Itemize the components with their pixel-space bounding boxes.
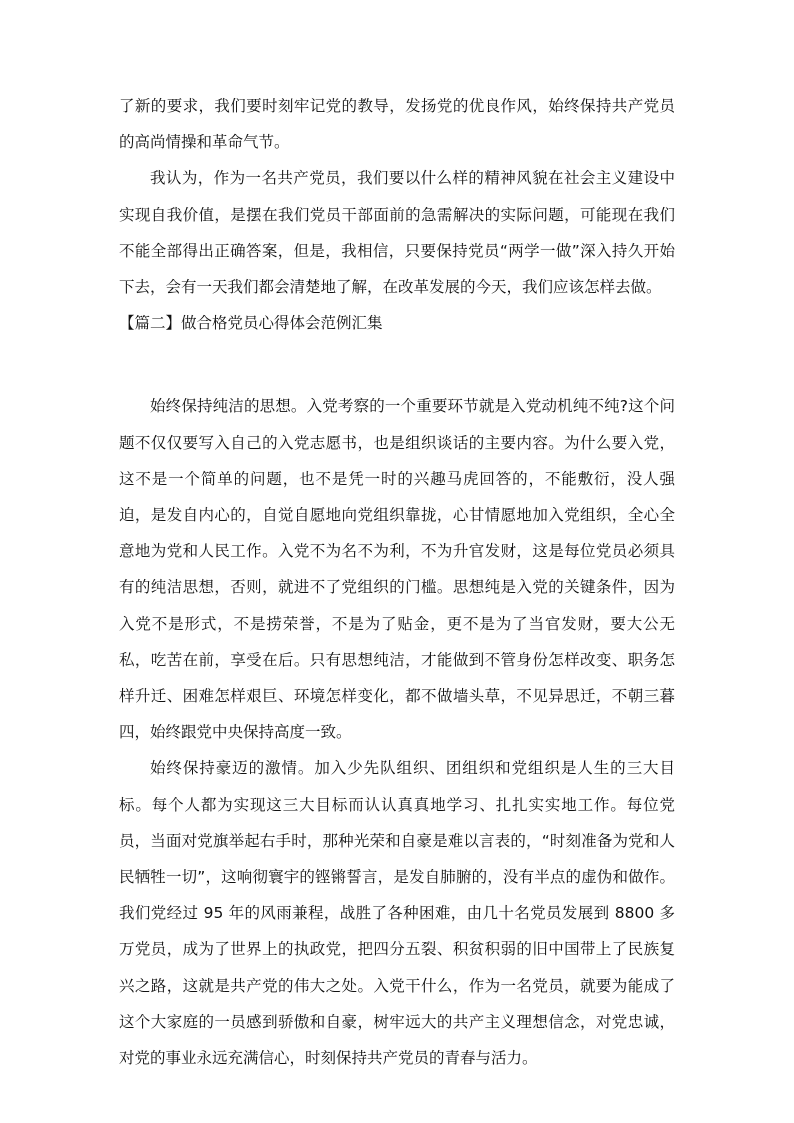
intro-paragraph-2: 我认为，作为一名共产党员，我们要以什么样的精神风貌在社会主义建设中实现自我价值，是摆在我们党员干部面前的急需解决的实际问题，可能现在我们不能全部得出正确答案，但是，我相信，只要保持党员“两学一做”深入持久开始下去，会有一天我们都会清楚地了解，在改革发展的今天，我们应该怎样去做。: [119, 169, 675, 297]
section-paragraph-1: 始终保持纯洁的思想。入党考察的一个重要环节就是入党动机纯不纯?这个问题不仅仅要写入自己的入党志愿书，也是组织谈话的主要内容。为什么要入党，这不是一个简单的问题，也不是凭一时的兴趣马虎回答的，不能敷衍，没人强迫，是发自内心的，自觉自愿地向党组织靠拢，心甘情愿地加入党组织，全心全意地为党和人民工作。入党不为名不为利，不为升官发财，这是每位党员必须具有的纯洁思想，否则，就进不了党组织的门槛。思想纯是入党的关键条件，因为入党不是形式，不是捞荣誉，不是为了贴金，更不是为了当官发财，要大公无私，吃苦在前，享受在后。只有思想纯洁，才能做到不管身份怎样改变、职务怎样升迁、困难怎样艰巨、环境怎样变化，都不做墙头草，不见异思迁，不朝三暮四，始终跟党中央保持高度一致。: [119, 397, 675, 742]
document-body: [119, 88, 675, 1076]
section-heading: 【篇二】做合格党员心得体会范例汇集: [119, 314, 383, 333]
section-paragraph-2: 始终保持豪迈的激情。加入少先队组织、团组织和党组织是人生的三大目标。每个人都为实现这三大目标而认认真真地学习、扎扎实实地工作。每位党员，当面对党旗举起右手时，那种光荣和自豪是难以言表的，“时刻准备为党和人民牺牲一切”，这响彻寰宇的铿锵誓言，是发自肺腑的，没有半点的虚伪和做作。我们党经过 95 年的风雨兼程，战胜了各种困难，由几十名党员发展到 8800 多万党员，成为了世界上的执政党，把四分五裂、积贫积弱的旧中国带上了民族复兴之路，这就是共产党的伟大之处。入党干什么，作为一名党员，就要为能成了这个大家庭的一员感到骄傲和自豪，树牢远大的共产主义理想信念，对党忠诚，对党的事业永远充满信心，时刻保持共产党员的青春与活力。: [119, 759, 675, 1068]
section-spacer: [119, 341, 675, 388]
intro-paragraph-continued: 了新的要求，我们要时刻牢记党的教导，发扬党的优良作风，始终保持共产党员的高尚情操和革命气节。: [119, 97, 675, 152]
